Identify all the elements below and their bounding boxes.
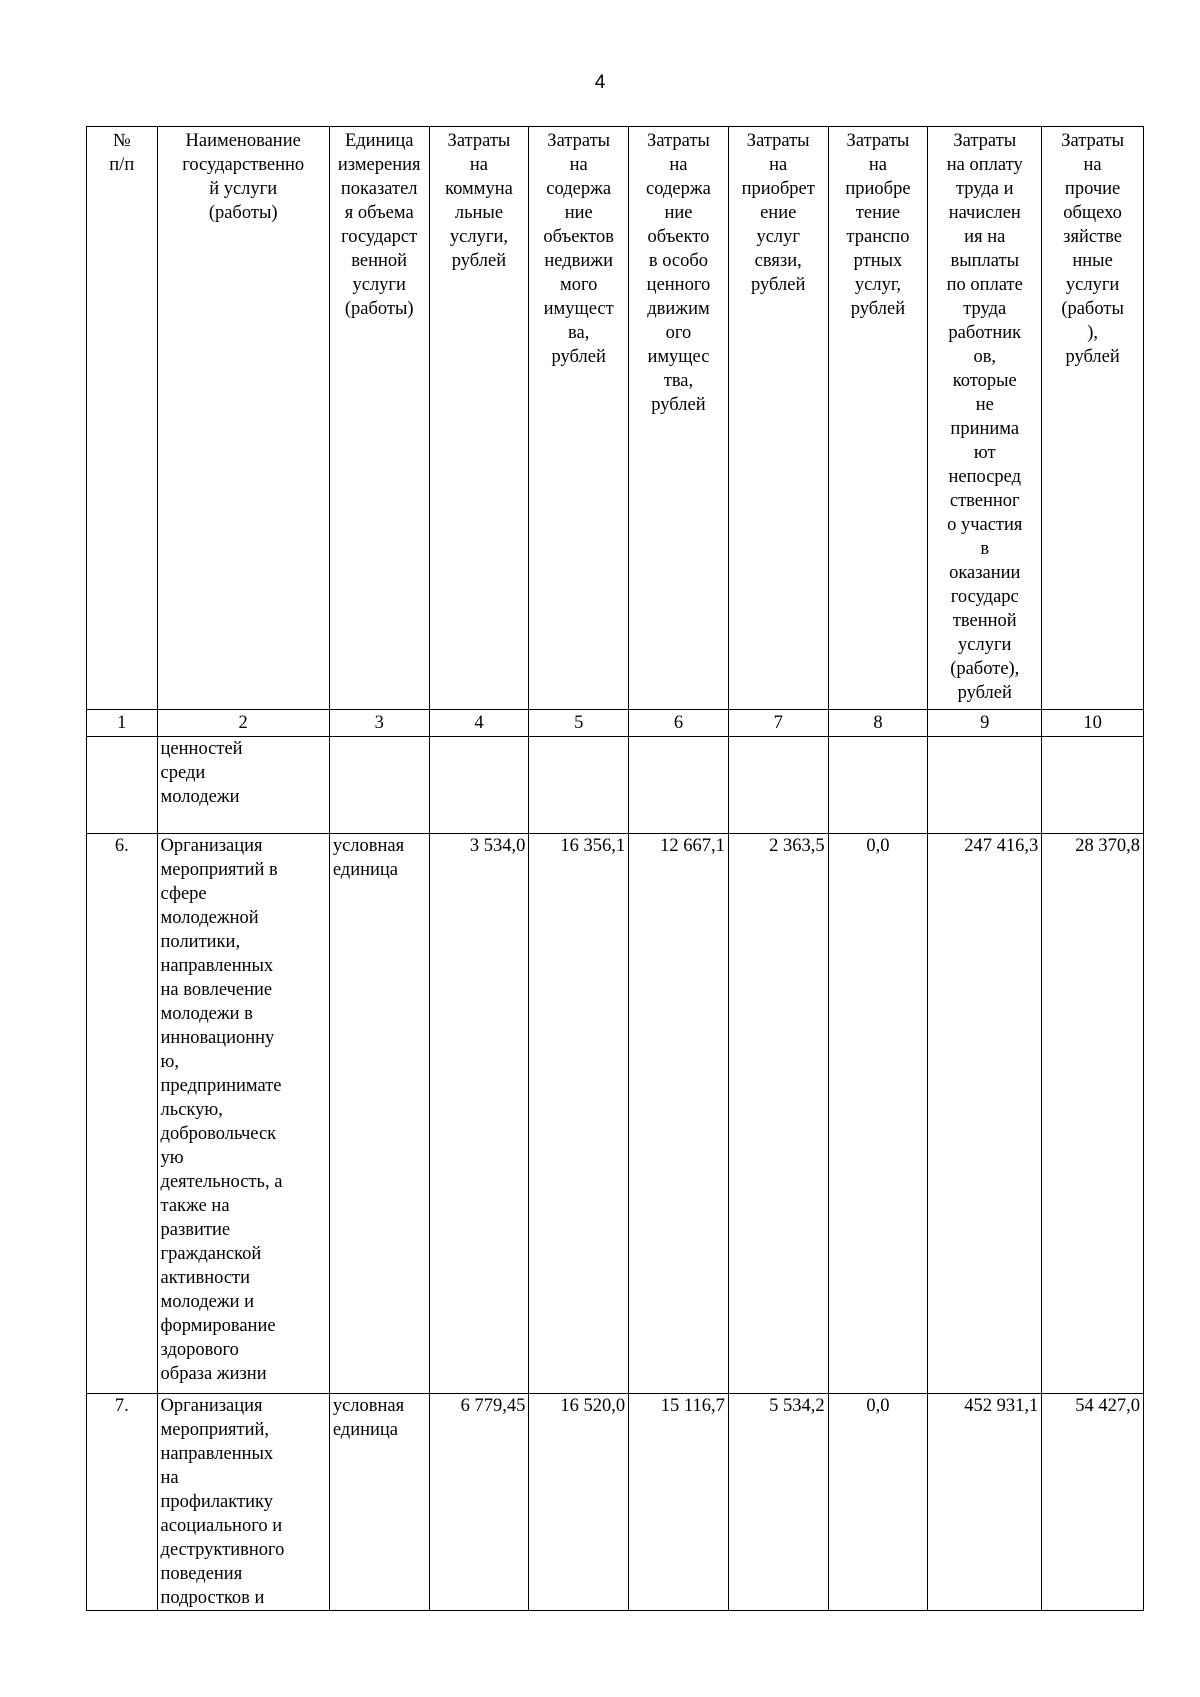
header-row	[87, 127, 1144, 710]
cell-value	[728, 737, 828, 834]
header-cell-movable: Затраты на содержа ние объекто в особо ценного движим ого имущес тва, рублей	[629, 127, 729, 710]
column-number-row	[87, 710, 1144, 737]
cell-communication: 5 534,2	[728, 1394, 828, 1611]
cell-movable: 15 116,7	[629, 1394, 729, 1611]
cell-communication: 2 363,5	[728, 834, 828, 1394]
cell-value	[928, 737, 1042, 834]
cell-service-name: Организация мероприятий, направленных на профилактику асоциального и деструктивного поведения подростков и	[157, 1394, 329, 1611]
cell-unit	[329, 737, 429, 834]
cell-value	[1042, 737, 1144, 834]
cell-value	[629, 737, 729, 834]
cell-num	[87, 737, 158, 834]
cell-transport: 0,0	[828, 834, 928, 1394]
cell-utilities: 6 779,45	[429, 1394, 529, 1611]
header-cell-real-estate: Затраты на содержа ние объектов недвижи мого имущест ва, рублей	[529, 127, 629, 710]
column-number: 9	[928, 710, 1042, 737]
cell-labor: 247 416,3	[928, 834, 1042, 1394]
cell-value	[429, 737, 529, 834]
column-number: 1	[87, 710, 158, 737]
column-number: 2	[157, 710, 329, 737]
column-number: 3	[329, 710, 429, 737]
column-number: 7	[728, 710, 828, 737]
header-cell-utilities: Затраты на коммуна льные услуги, рублей	[429, 127, 529, 710]
header-cell-communication: Затраты на приобрет ение услуг связи, рублей	[728, 127, 828, 710]
cell-num: 6.	[87, 834, 158, 1394]
column-number: 6	[629, 710, 729, 737]
cell-num: 7.	[87, 1394, 158, 1611]
cell-value	[828, 737, 928, 834]
cell-other: 54 427,0	[1042, 1394, 1144, 1611]
column-number: 10	[1042, 710, 1144, 737]
column-number: 8	[828, 710, 928, 737]
cost-table	[86, 126, 1144, 1611]
cell-transport: 0,0	[828, 1394, 928, 1611]
page-number: 4	[594, 72, 606, 93]
cell-other: 28 370,8	[1042, 834, 1144, 1394]
table-row	[87, 1394, 1144, 1611]
header-cell-transport: Затраты на приобре тение транспо ртных услуг, рублей	[828, 127, 928, 710]
cell-service-name: Организация мероприятий в сфере молодежной политики, направленных на вовлечение молодежи в инновационну ю, предпринимате льскую, добровольческ ую деятельность, а также на развитие гражданской активности молодежи и формирование здорового образа жизни	[157, 834, 329, 1394]
cell-movable: 12 667,1	[629, 834, 729, 1394]
header-cell-labor: Затраты на оплату труда и начислен ия на выплаты по оплате труда работник ов, которые не принима ют непосред ственног о участия в оказании государс твенной услуги (работе), рублей	[928, 127, 1042, 710]
header-cell-unit: Единица измерения показател я объема государст венной услуги (работы)	[329, 127, 429, 710]
cell-service-name: ценностей среди молодежи	[157, 737, 329, 834]
cell-utilities: 3 534,0	[429, 834, 529, 1394]
header-cell-other: Затраты на прочие общехо зяйстве нные услуги (работы ), рублей	[1042, 127, 1144, 710]
header-cell-name: Наименование государственно й услуги (работы)	[157, 127, 329, 710]
cell-real-estate: 16 356,1	[529, 834, 629, 1394]
cell-labor: 452 931,1	[928, 1394, 1042, 1611]
column-number: 5	[529, 710, 629, 737]
cell-real-estate: 16 520,0	[529, 1394, 629, 1611]
cell-unit: условная единица	[329, 1394, 429, 1611]
cell-value	[529, 737, 629, 834]
column-number: 4	[429, 710, 529, 737]
table-row	[87, 834, 1144, 1394]
header-cell-num: № п/п	[87, 127, 158, 710]
cell-unit: условная единица	[329, 834, 429, 1394]
table-row-continuation	[87, 737, 1144, 834]
